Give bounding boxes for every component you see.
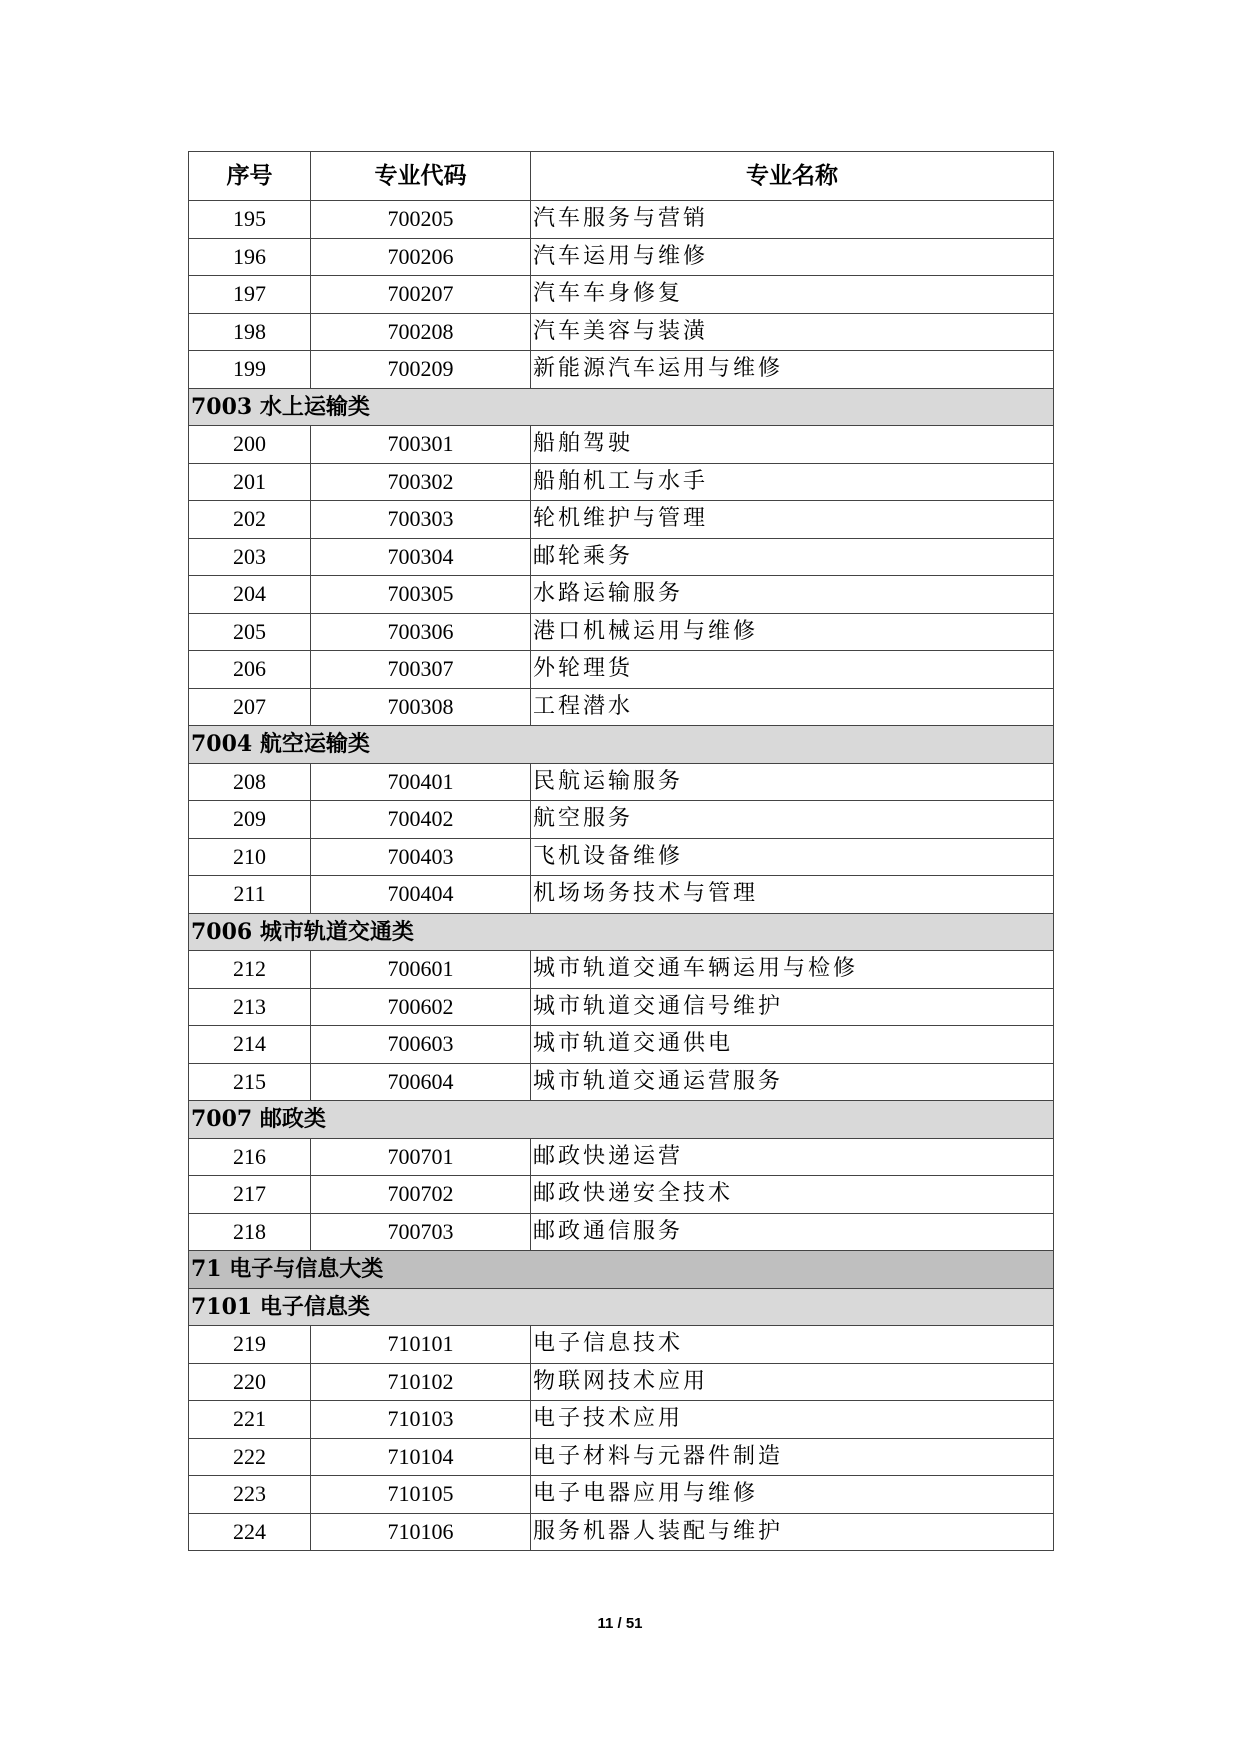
major-name-cell: 城市轨道交通运营服务 (531, 1063, 1054, 1101)
serial-number-cell: 200 (189, 426, 311, 464)
header-major-name: 专业名称 (531, 152, 1054, 201)
major-name-cell: 港口机械运用与维修 (531, 613, 1054, 651)
major-code-cell: 700306 (311, 613, 531, 651)
category-label: 7003 水上运输类 (189, 388, 1054, 426)
serial-number-cell: 207 (189, 688, 311, 726)
table-row (189, 988, 1054, 1026)
table-row (189, 688, 1054, 726)
table-row (189, 1326, 1054, 1364)
serial-number-cell: 210 (189, 838, 311, 876)
major-code-cell: 700208 (311, 313, 531, 351)
major-code-cell: 700401 (311, 763, 531, 801)
major-code-cell: 710105 (311, 1476, 531, 1514)
table-row (189, 1476, 1054, 1514)
serial-number-cell: 209 (189, 801, 311, 839)
table-row (189, 576, 1054, 614)
major-name-cell: 电子技术应用 (531, 1401, 1054, 1439)
table-row (189, 838, 1054, 876)
table-row (189, 351, 1054, 389)
table-row (189, 1363, 1054, 1401)
major-code-cell: 700602 (311, 988, 531, 1026)
category-row (189, 1288, 1054, 1326)
major-name-cell: 城市轨道交通供电 (531, 1026, 1054, 1064)
serial-number-cell: 212 (189, 951, 311, 989)
table-row (189, 1063, 1054, 1101)
major-name-cell: 城市轨道交通车辆运用与检修 (531, 951, 1054, 989)
serial-number-cell: 201 (189, 463, 311, 501)
category-row (189, 726, 1054, 764)
serial-number-cell: 197 (189, 276, 311, 314)
category-label: 7004 航空运输类 (189, 726, 1054, 764)
major-code-cell: 700703 (311, 1213, 531, 1251)
major-name-cell: 外轮理货 (531, 651, 1054, 689)
serial-number-cell: 211 (189, 876, 311, 914)
serial-number-cell: 195 (189, 201, 311, 239)
table-row (189, 763, 1054, 801)
table-row (189, 651, 1054, 689)
major-category-label: 71 电子与信息大类 (189, 1251, 1054, 1289)
table-row (189, 876, 1054, 914)
major-name-cell: 水路运输服务 (531, 576, 1054, 614)
major-code-cell: 700301 (311, 426, 531, 464)
serial-number-cell: 203 (189, 538, 311, 576)
major-code-cell: 700403 (311, 838, 531, 876)
major-name-cell: 汽车服务与营销 (531, 201, 1054, 239)
category-row (189, 1101, 1054, 1139)
table-row (189, 1438, 1054, 1476)
major-name-cell: 服务机器人装配与维护 (531, 1513, 1054, 1551)
serial-number-cell: 196 (189, 238, 311, 276)
serial-number-cell: 214 (189, 1026, 311, 1064)
table-header-row (189, 152, 1054, 201)
serial-number-cell: 206 (189, 651, 311, 689)
major-code-cell: 700307 (311, 651, 531, 689)
serial-number-cell: 224 (189, 1513, 311, 1551)
serial-number-cell: 217 (189, 1176, 311, 1214)
major-code-cell: 700308 (311, 688, 531, 726)
major-name-cell: 电子电器应用与维修 (531, 1476, 1054, 1514)
major-name-cell: 邮政快递运营 (531, 1138, 1054, 1176)
table-row (189, 1401, 1054, 1439)
category-label: 7006 城市轨道交通类 (189, 913, 1054, 951)
serial-number-cell: 208 (189, 763, 311, 801)
serial-number-cell: 222 (189, 1438, 311, 1476)
major-name-cell: 汽车运用与维修 (531, 238, 1054, 276)
major-name-cell: 轮机维护与管理 (531, 501, 1054, 539)
major-code-cell: 700206 (311, 238, 531, 276)
table-row (189, 313, 1054, 351)
major-code-cell: 710103 (311, 1401, 531, 1439)
table-row (189, 1513, 1054, 1551)
serial-number-cell: 223 (189, 1476, 311, 1514)
major-name-cell: 新能源汽车运用与维修 (531, 351, 1054, 389)
major-code-cell: 700604 (311, 1063, 531, 1101)
page-number: 11 / 51 (597, 1615, 643, 1632)
major-name-cell: 邮政通信服务 (531, 1213, 1054, 1251)
major-code-cell: 700304 (311, 538, 531, 576)
serial-number-cell: 219 (189, 1326, 311, 1364)
table-row (189, 1213, 1054, 1251)
table-row (189, 426, 1054, 464)
serial-number-cell: 218 (189, 1213, 311, 1251)
serial-number-cell: 215 (189, 1063, 311, 1101)
serial-number-cell: 199 (189, 351, 311, 389)
table-body (189, 201, 1054, 1551)
major-name-cell: 邮轮乘务 (531, 538, 1054, 576)
major-name-cell: 船舶机工与水手 (531, 463, 1054, 501)
major-name-cell: 城市轨道交通信号维护 (531, 988, 1054, 1026)
table-row (189, 201, 1054, 239)
major-name-cell: 电子材料与元器件制造 (531, 1438, 1054, 1476)
serial-number-cell: 213 (189, 988, 311, 1026)
serial-number-cell: 198 (189, 313, 311, 351)
major-code-cell: 700205 (311, 201, 531, 239)
major-name-cell: 汽车车身修复 (531, 276, 1054, 314)
major-name-cell: 飞机设备维修 (531, 838, 1054, 876)
header-serial-number: 序号 (189, 152, 311, 201)
serial-number-cell: 221 (189, 1401, 311, 1439)
major-code-cell: 700402 (311, 801, 531, 839)
serial-number-cell: 205 (189, 613, 311, 651)
serial-number-cell: 204 (189, 576, 311, 614)
major-code-cell: 700305 (311, 576, 531, 614)
major-catalog-table (188, 151, 1054, 1551)
major-code-cell: 700701 (311, 1138, 531, 1176)
major-name-cell: 航空服务 (531, 801, 1054, 839)
major-name-cell: 电子信息技术 (531, 1326, 1054, 1364)
header-major-code: 专业代码 (311, 152, 531, 201)
major-name-cell: 汽车美容与装潢 (531, 313, 1054, 351)
table-row (189, 1026, 1054, 1064)
major-name-cell: 邮政快递安全技术 (531, 1176, 1054, 1214)
category-label: 7101 电子信息类 (189, 1288, 1054, 1326)
serial-number-cell: 202 (189, 501, 311, 539)
table-row (189, 538, 1054, 576)
major-code-cell: 710102 (311, 1363, 531, 1401)
major-code-cell: 700603 (311, 1026, 531, 1064)
table-row (189, 276, 1054, 314)
major-code-cell: 700601 (311, 951, 531, 989)
major-name-cell: 工程潜水 (531, 688, 1054, 726)
major-name-cell: 民航运输服务 (531, 763, 1054, 801)
major-category-row (189, 1251, 1054, 1289)
table-row (189, 801, 1054, 839)
major-code-cell: 700702 (311, 1176, 531, 1214)
major-code-cell: 700302 (311, 463, 531, 501)
table-row (189, 463, 1054, 501)
major-code-cell: 710104 (311, 1438, 531, 1476)
serial-number-cell: 220 (189, 1363, 311, 1401)
table-row (189, 613, 1054, 651)
major-code-cell: 700404 (311, 876, 531, 914)
major-code-cell: 710106 (311, 1513, 531, 1551)
major-code-cell: 710101 (311, 1326, 531, 1364)
major-code-cell: 700209 (311, 351, 531, 389)
table-row (189, 1176, 1054, 1214)
table-row (189, 238, 1054, 276)
category-label: 7007 邮政类 (189, 1101, 1054, 1139)
major-name-cell: 机场场务技术与管理 (531, 876, 1054, 914)
major-code-cell: 700303 (311, 501, 531, 539)
major-name-cell: 船舶驾驶 (531, 426, 1054, 464)
table-row (189, 1138, 1054, 1176)
category-row (189, 388, 1054, 426)
major-name-cell: 物联网技术应用 (531, 1363, 1054, 1401)
table-row (189, 951, 1054, 989)
serial-number-cell: 216 (189, 1138, 311, 1176)
major-code-cell: 700207 (311, 276, 531, 314)
table-row (189, 501, 1054, 539)
category-row (189, 913, 1054, 951)
